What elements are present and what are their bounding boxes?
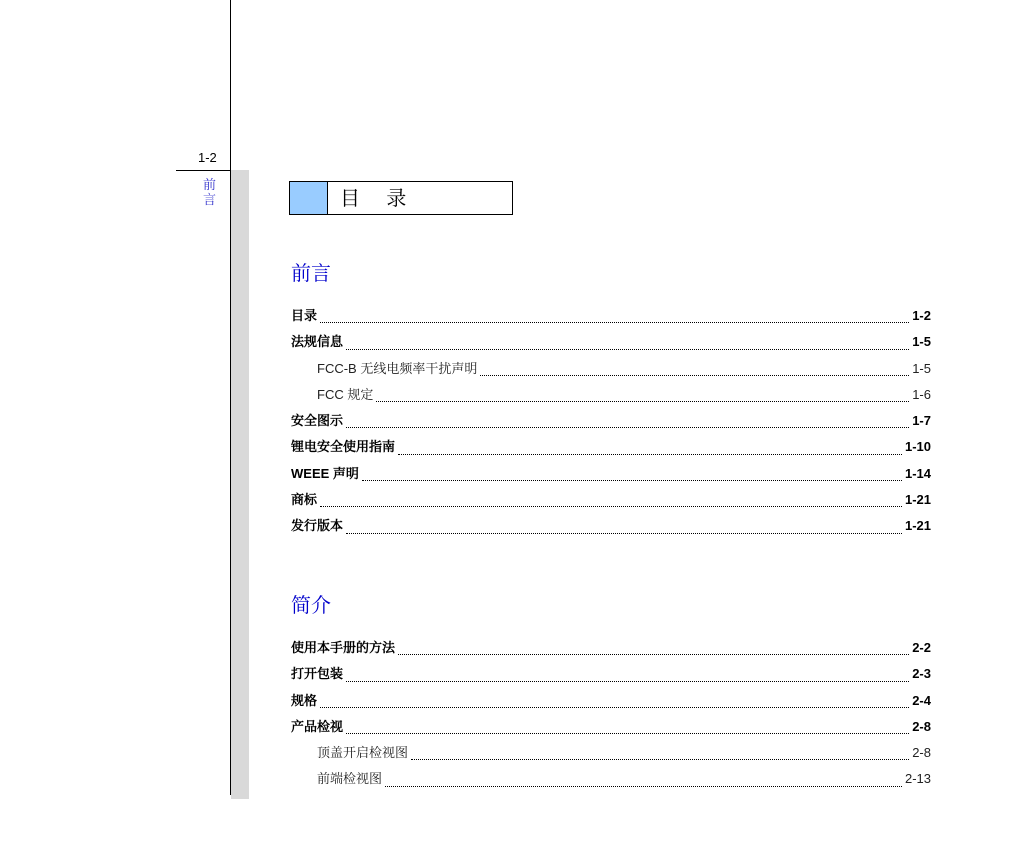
toc-entry[interactable]	[291, 305, 931, 331]
page-number: 1-2	[198, 150, 217, 165]
toc-entry-label: 发行版本	[291, 518, 344, 534]
toc-entry-label: WEEE 声明	[291, 465, 359, 481]
toc-leader-dots	[376, 401, 909, 402]
toc-list-intro	[291, 637, 931, 795]
toc-title: 目 录	[340, 186, 417, 210]
page-number-rule	[176, 170, 231, 171]
toc-entry-page: 1-7	[912, 413, 931, 429]
toc-leader-dots	[398, 454, 902, 455]
toc-leader-dots	[320, 506, 902, 507]
toc-entry-page: 2-2	[912, 640, 931, 655]
toc-entry[interactable]	[291, 436, 931, 462]
toc-entry-label: FCC 规定	[317, 386, 374, 402]
toc-entry-page: 2-13	[904, 771, 931, 787]
toc-entry-page: 1-2	[912, 308, 931, 323]
toc-title-swatch	[290, 182, 328, 214]
toc-leader-dots	[385, 786, 902, 787]
toc-title-box	[289, 181, 513, 215]
toc-entry[interactable]	[291, 663, 931, 689]
toc-entry-page: 1-21	[904, 492, 931, 508]
toc-entry-page: 1-5	[912, 334, 931, 350]
toc-entry[interactable]	[291, 489, 931, 515]
toc-entry-label: 打开包装	[291, 666, 344, 682]
toc-leader-dots	[480, 375, 909, 376]
toc-entry-page: 1-10	[904, 439, 931, 455]
toc-entry[interactable]	[291, 742, 931, 768]
toc-entry-label: 安全图示	[291, 413, 344, 429]
toc-leader-dots	[320, 707, 909, 708]
toc-leader-dots	[411, 759, 909, 760]
toc-entry[interactable]	[291, 637, 931, 663]
toc-leader-dots	[346, 733, 909, 734]
toc-entry-label: 法规信息	[291, 334, 344, 350]
toc-entry-page: 1-21	[904, 518, 931, 534]
toc-entry[interactable]	[291, 768, 931, 794]
toc-entry-page: 1-14	[904, 465, 931, 481]
toc-leader-dots	[346, 427, 909, 428]
toc-entry-label: 目录	[291, 308, 318, 323]
toc-entry-label: 前端检视图	[317, 771, 383, 787]
toc-entry[interactable]	[291, 515, 931, 541]
toc-leader-dots	[320, 322, 909, 323]
toc-entry-page: 1-5	[912, 360, 931, 376]
toc-leader-dots	[362, 480, 902, 481]
toc-list-preface	[291, 305, 931, 542]
toc-entry[interactable]	[291, 690, 931, 716]
toc-entry[interactable]	[291, 384, 931, 410]
toc-entry-label: 产品检视	[291, 718, 344, 734]
toc-leader-dots	[346, 681, 909, 682]
section-heading-intro: 简介	[291, 593, 331, 617]
toc-entry-page: 2-3	[912, 666, 931, 682]
toc-entry-label: FCC-B 无线电频率干扰声明	[317, 360, 478, 376]
side-section-label: 前言	[203, 178, 217, 208]
toc-entry-page: 2-4	[912, 692, 931, 708]
toc-entry[interactable]	[291, 410, 931, 436]
toc-entry[interactable]	[291, 358, 931, 384]
toc-entry-page: 2-8	[912, 745, 931, 761]
toc-entry-label: 锂电安全使用指南	[291, 439, 396, 455]
margin-gray-strip	[231, 170, 249, 799]
toc-entry[interactable]	[291, 463, 931, 489]
toc-entry-label: 使用本手册的方法	[291, 640, 396, 655]
toc-entry-label: 规格	[291, 692, 318, 708]
toc-leader-dots	[346, 349, 909, 350]
toc-entry[interactable]	[291, 716, 931, 742]
toc-entry-label: 顶盖开启检视图	[317, 745, 409, 761]
toc-entry-page: 1-6	[912, 386, 931, 402]
toc-entry[interactable]	[291, 331, 931, 357]
section-heading-preface: 前言	[291, 261, 331, 285]
toc-entry-label: 商标	[291, 492, 318, 508]
toc-leader-dots	[346, 533, 902, 534]
toc-entry-page: 2-8	[912, 718, 931, 734]
toc-leader-dots	[398, 654, 909, 655]
